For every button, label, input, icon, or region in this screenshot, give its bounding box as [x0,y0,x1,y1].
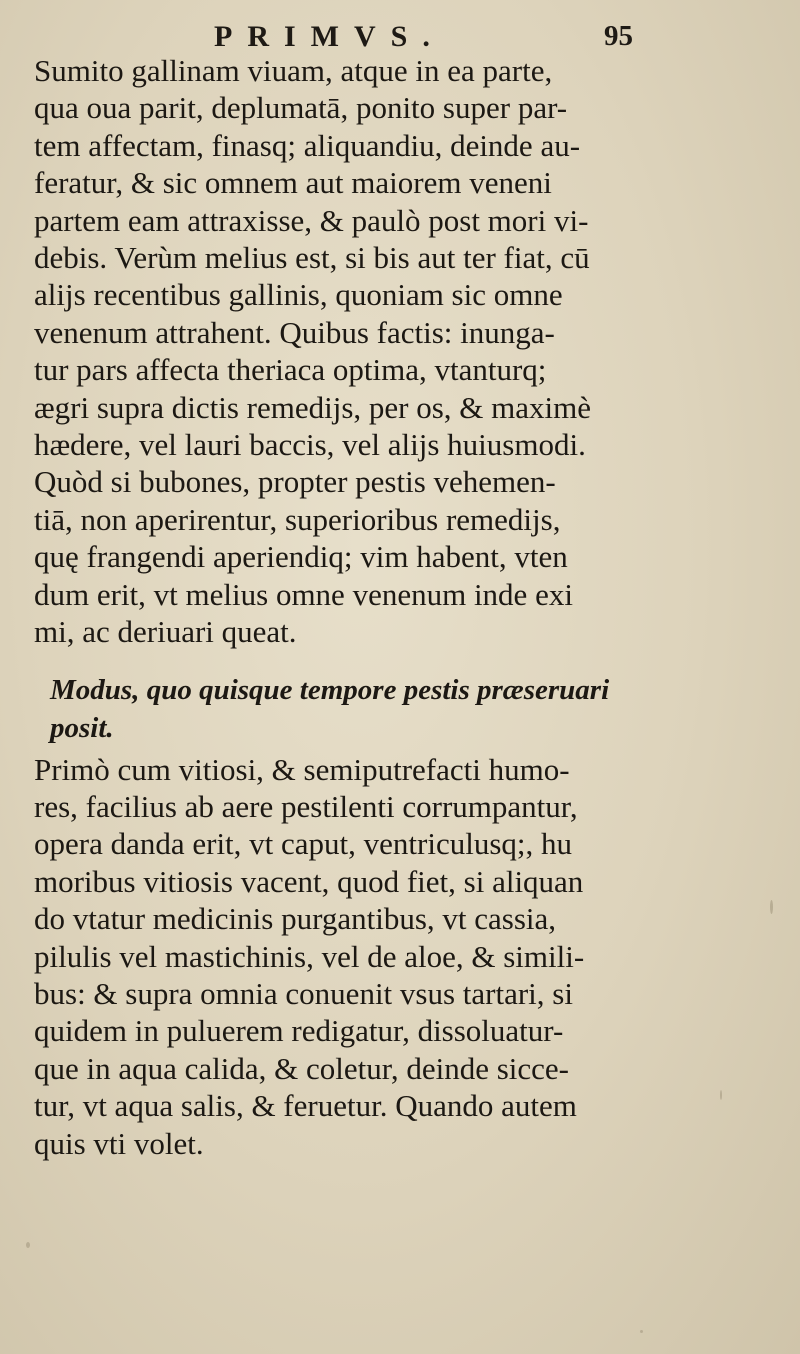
heading-line: posit. [50,711,114,744]
text-line: Quòd si bubones, propter pestis vehemen- [34,464,556,500]
text-line: res, facilius ab aere pestilenti corrumpantur, [34,788,578,824]
text-line: quę frangendi aperiendiq; vim habent, vten [34,539,568,575]
text-block [34,52,770,1162]
text-line: venenum attrahent. Quibus factis: inunga- [34,314,555,350]
text-line: opera danda erit, vt caput, ventriculusq;, hu [34,826,573,862]
text-line: Sumito gallinam viuam, atque in ea parte, [34,53,553,88]
paper-speck [26,1242,30,1248]
text-line: tiā, non aperirentur, superioribus remedijs, [34,501,561,537]
text-line: mi, ac deriuari queat. [34,614,297,650]
paper-speck [720,1090,722,1100]
page-number: 95 [604,20,633,52]
text-line: hædere, vel lauri baccis, vel alijs huiusmodi. [34,427,586,463]
text-line: qua oua parit, deplumatā, ponito super par- [34,90,568,126]
text-line: do vtatur medicinis purgantibus, vt cassia, [34,901,557,937]
text-line: debis. Verùm melius est, si bis aut ter fiat, cū [34,240,590,276]
running-head: PRIMVS. [214,20,445,53]
paper-speck [770,900,773,914]
text-line: pilulis vel mastichinis, vel de aloe, & simili- [34,938,585,974]
text-line: moribus vitiosis vacent, quod fiet, si aliquan [34,863,584,899]
text-line: que in aqua calida, & coletur, deinde sicce- [34,1050,569,1086]
text-line: dum erit, vt melius omne venenum inde exi [34,576,573,612]
text-line: alijs recentibus gallinis, quoniam sic omne [34,277,563,313]
text-line: bus: & supra omnia conuenit vsus tartari, si [34,975,573,1011]
text-line: quidem in puluerem redigatur, dissoluatur- [34,1013,564,1049]
text-line: tem affectam, finasq; aliquandiu, deinde au- [34,127,581,163]
section-heading [34,671,770,747]
text-line: tur, vt aqua salis, & feruetur. Quando autem [34,1088,577,1124]
text-line: partem eam attraxisse, & paulò post mori vi- [34,202,589,238]
heading-line: Modus, quo quisque tempore pestis præseruari [50,673,610,706]
text-line: tur pars affecta theriaca optima, vtanturq; [34,352,547,388]
text-line: ægri supra dictis remedijs, per os, & maximè [34,389,592,425]
paragraph-2 [34,751,770,1162]
text-line: Primò cum vitiosi, & semiputrefacti humo- [34,751,570,787]
paper-speck [640,1330,643,1333]
text-line: quis vti volet. [34,1125,204,1161]
paragraph-1 [34,52,770,651]
text-line: feratur, & sic omnem aut maiorem veneni [34,165,552,201]
